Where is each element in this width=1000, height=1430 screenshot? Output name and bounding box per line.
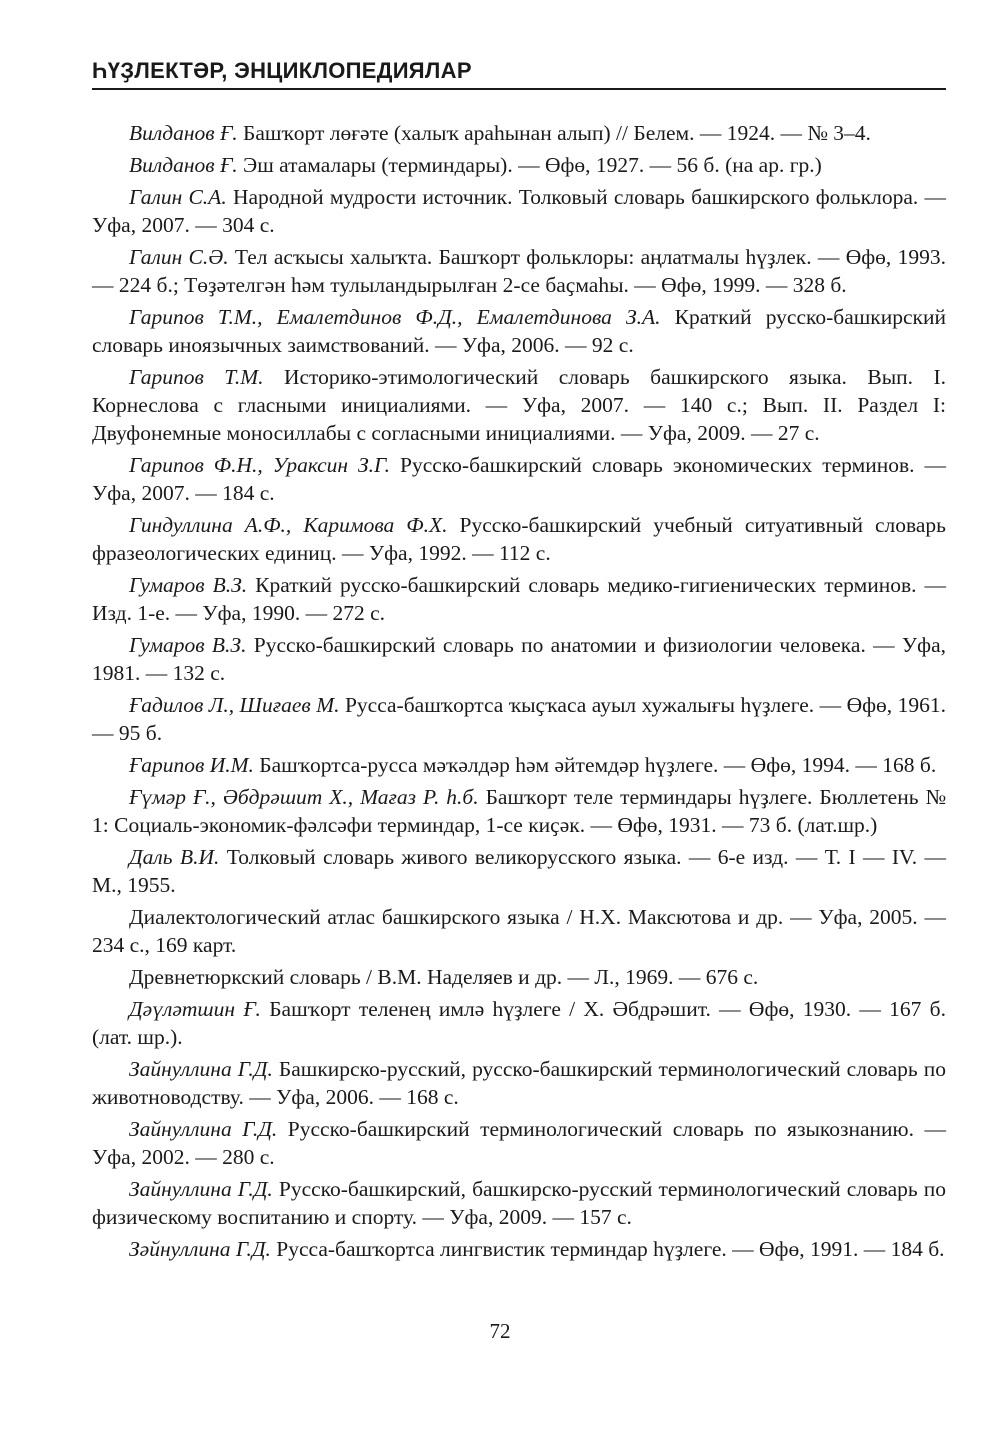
- entry-text: Краткий русско-башкирский словарь иноязычных заимствований. — Уфа, 2006. — 92 с.: [92, 305, 946, 357]
- bibliography-list: [92, 119, 946, 1263]
- entry-author: Галин С.А.: [129, 185, 227, 209]
- page-number: 72: [489, 1319, 511, 1343]
- entry-text: Русско-башкирский словарь по анатомии и физиологии человека. — Уфа, 1981. — 132 с.: [92, 633, 946, 685]
- entry-text: Историко-этимологический словарь башкирского языка. Вып. I. Корнеслова с гласными инициалиями. — Уфа, 2007. — 140 с.; Вып. II. Раздел I: Двуфонемные моносиллабы с согласными инициалиями. — Уфа, 2009. — 27 с.: [92, 365, 946, 445]
- bibliography-entry: [92, 843, 946, 899]
- entry-text: Народной мудрости источник. Толковый словарь башкирского фольклора. — Уфа, 2007. — 304 с.: [92, 185, 946, 237]
- entry-text: Башҡорт теле терминдары һүҙлеге. Бюллетень № 1: Социаль-экономик-фәлсәфи терминдар, 1-се киҫәк. — Өфө, 1931. — 73 б. (лат.шр.): [92, 785, 946, 837]
- bibliography-entry: [92, 751, 946, 779]
- entry-author: Зайнуллина Г.Д.: [129, 1057, 273, 1081]
- entry-text: Русско-башкирский словарь экономических терминов. — Уфа, 2007. — 184 с.: [92, 453, 946, 505]
- entry-text: Русско-башкирский, башкирско-русский терминологический словарь по физическому воспитанию и спорту. — Уфа, 2009. — 157 с.: [92, 1177, 947, 1229]
- bibliography-entry: [92, 303, 946, 359]
- entry-author: Гиндуллина А.Ф., Каримова Ф.Х.: [129, 513, 448, 537]
- entry-author: Ғүмәр Ғ., Әбдрәшит Х., Мағаз Р. һ.б.: [129, 785, 479, 809]
- bibliography-entry: [92, 571, 946, 627]
- entry-text: Диалектологический атлас башкирского языка / Н.Х. Максютова и др. — Уфа, 2005. — 234 с., 169 карт.: [92, 905, 946, 957]
- entry-author: Галин С.Ә.: [129, 245, 229, 269]
- entry-author: Вилданов Ғ.: [129, 121, 238, 145]
- entry-text: Русса-башҡортса лингвистик терминдар һүҙлеге. — Өфө, 1991. — 184 б.: [270, 1237, 945, 1261]
- entry-author: Гумаров В.З.: [129, 633, 247, 657]
- entry-author: Даль В.И.: [129, 845, 220, 869]
- bibliography-entry: [92, 183, 946, 239]
- bibliography-entry: [92, 631, 946, 687]
- entry-author: Зәйнуллина Г.Д.: [129, 1237, 271, 1261]
- entry-author: Ғарипов И.М.: [129, 753, 254, 777]
- bibliography-entry: [92, 1235, 946, 1263]
- entry-author: Вилданов Ғ.: [129, 153, 238, 177]
- bibliography-entry: [92, 1115, 946, 1171]
- entry-author: Ғадилов Л., Шиғаев М.: [129, 693, 340, 717]
- entry-text: Русса-башҡортса ҡыҫҡаса ауыл хужалығы һүҙлеге. — Өфө, 1961. — 95 б.: [92, 693, 947, 745]
- bibliography-entry: [92, 451, 946, 507]
- entry-author: Дәүләтшин Ғ.: [129, 997, 261, 1021]
- entry-text: Русско-башкирский терминологический словарь по языкознанию. — Уфа, 2002. — 280 с.: [92, 1117, 947, 1169]
- entry-author: Гарипов Ф.Н., Ураксин З.Г.: [129, 453, 391, 477]
- entry-text: Тел асҡысы халыҡта. Башҡорт фольклоры: аңлатмалы һүҙлек. — Өфө, 1993. — 224 б.; Төҙәтелгән һәм тулыландырылған 2-се баҫмаһы. — Өфө, 1999. — 328 б.: [92, 245, 946, 297]
- entry-text: Башҡортса-русса мәҡәлдәр һәм әйтемдәр һүҙлеге. — Өфө, 1994. — 168 б.: [253, 753, 937, 777]
- bibliography-entry: [92, 151, 946, 179]
- entry-author: Гарипов Т.М.: [129, 365, 264, 389]
- entry-author: Гарипов Т.М., Емалетдинов Ф.Д., Емалетдинова З.А.: [129, 305, 661, 329]
- bibliography-entry: [92, 963, 946, 991]
- entry-author: Гумаров В.З.: [129, 573, 248, 597]
- entry-text: Башкирско-русский, русско-башкирский терминологический словарь по животноводству. — Уфа, 2006. — 168 с.: [92, 1057, 947, 1109]
- entry-text: Башҡорт теленең имлә һүҙлеге / Х. Әбдрәшит. — Өфө, 1930. — 167 б. (лат. шр.).: [92, 997, 946, 1049]
- page-body: [92, 56, 946, 1267]
- bibliography-entry: [92, 119, 946, 147]
- bibliography-entry: [92, 903, 946, 959]
- bibliography-entry: [92, 691, 946, 747]
- bibliography-entry: [92, 363, 946, 447]
- entry-text: Краткий русско-башкирский словарь медико-гигиенических терминов. — Изд. 1-е. — Уфа, 1990. — 272 с.: [92, 573, 946, 625]
- entry-text: Эш атамалары (терминдары). — Өфө, 1927. — 56 б. (на ар. гр.): [237, 153, 822, 177]
- bibliography-entry: [92, 511, 946, 567]
- entry-text: Толковый словарь живого великорусского языка. — 6-е изд. — Т. I — IV. — М., 1955.: [92, 845, 946, 897]
- bibliography-entry: [92, 1055, 946, 1111]
- entry-text: Русско-башкирский учебный ситуативный словарь фразеологических единиц. — Уфа, 1992. — 112 с.: [92, 513, 946, 565]
- entry-author: Зайнуллина Г.Д.: [129, 1177, 273, 1201]
- entry-author: Зайнуллина Г.Д.: [129, 1117, 278, 1141]
- bibliography-entry: [92, 243, 946, 299]
- bibliography-entry: [92, 995, 946, 1051]
- bibliography-entry: [92, 783, 946, 839]
- running-head: ҺҮҘЛЕКТӘР, ЭНЦИКЛОПЕДИЯЛАР: [92, 56, 946, 90]
- bibliography-entry: [92, 1175, 946, 1231]
- entry-text: Башҡорт лөғәте (халыҡ араһынан алып) // Белем. — 1924. — № 3–4.: [237, 121, 871, 145]
- entry-text: Древнетюркский словарь / В.М. Наделяев и др. — Л., 1969. — 676 с.: [129, 965, 759, 989]
